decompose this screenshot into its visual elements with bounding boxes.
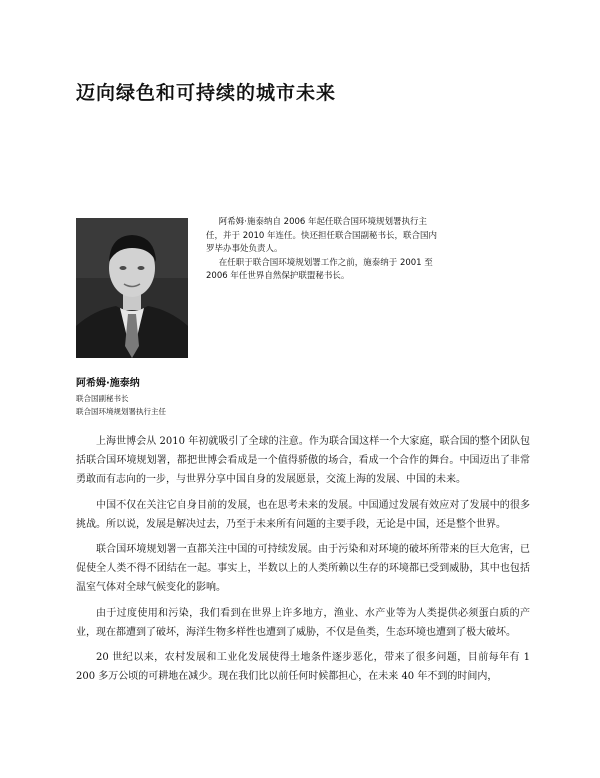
portrait-photo-icon: [76, 218, 188, 358]
body-paragraph: 由于过度使用和污染，我们看到在世界上许多地方，渔业、水产业等为人类提供必须蛋白质的产业，现在都遭到了破坏，海洋生物多样性也遭到了威胁，不仅是鱼类，生态环境也遭到了极大破坏。: [76, 607, 530, 638]
article-body: [76, 432, 530, 692]
page-title: 迈向绿色和可持续的城市未来: [76, 82, 337, 104]
body-paragraph: 联合国环境规划署一直都关注中国的可持续发展。由于污染和对环境的破坏所带来的巨大危害，已促使全人类不得不团结在一起。事实上，半数以上的人类所赖以生存的环境都已受到威胁，其中也包括温室气体对全球气候变化的影响。: [76, 544, 530, 594]
body-paragraph: 20 世纪以来，农村发展和工业化发展使得土地条件逐步恶化，带来了很多问题，目前每年有 1 200 多万公顷的可耕地在减少。现在我们比以前任何时候都担心，在未来 40 年不到的时间内，: [76, 652, 530, 683]
author-bio: [206, 216, 438, 284]
author-name: 阿希姆·施泰纳: [76, 378, 140, 389]
body-paragraph: 上海世博会从 2010 年初就吸引了全球的注意。作为联合国这样一个大家庭，联合国的整个团队包括联合国环境规划署，都把世博会看成是一个值得骄傲的场合，看成一个合作的舞台。中国迈出了非常勇敢而有志向的一步，与世界分享中国自身的发展愿景，交流上海的发展、中国的未来。: [76, 436, 530, 486]
bio-paragraph: 阿希姆·施泰纳自 2006 年起任联合国环境规划署执行主任，并于 2010 年连任。快还担任联合国副秘书长，联合国内罗毕办事处负责人。: [206, 217, 438, 254]
photo-caption: [76, 376, 256, 418]
portrait-photo: [76, 218, 188, 358]
author-role: 联合国环境规划署执行主任: [76, 407, 166, 416]
bio-paragraph: 在任职于联合国环境规划署工作之前，施泰纳于 2001 至 2006 年任世界自然保护联盟秘书长。: [206, 257, 433, 281]
author-role: 联合国副秘书长: [76, 394, 129, 403]
body-paragraph: 中国不仅在关注它自身目前的发展，也在思考未来的发展。中国通过发展有效应对了发展中的很多挑战。所以说，发展是解决过去，乃至于未来所有问题的主要手段，无论是中国，还是整个世界。: [76, 499, 530, 530]
